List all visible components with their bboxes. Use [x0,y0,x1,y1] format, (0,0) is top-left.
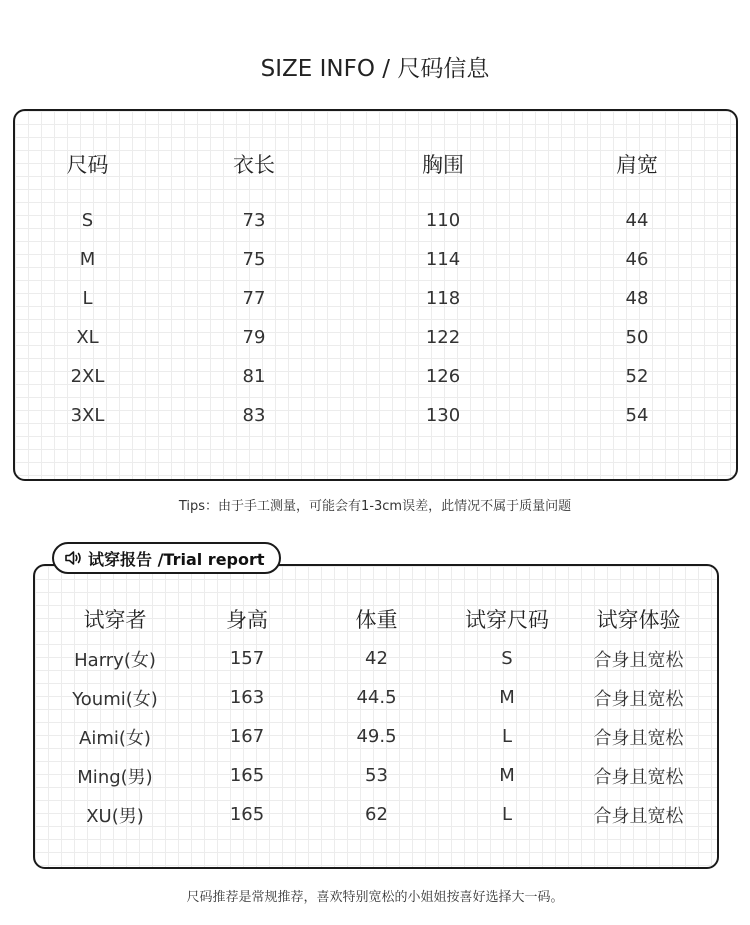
cell-shoulder: 48 [625,288,649,309]
cell-experience: 合身且宽松 [593,727,684,749]
cell-trial-size: M [499,765,515,786]
cell-weight: 44.5 [356,687,397,708]
cell-chest: 114 [425,249,461,270]
cell-tester: Aimi(女) [79,727,151,749]
page-title: SIZE INFO / 尺码信息 [260,56,490,82]
cell-shoulder: 46 [625,249,649,270]
cell-size: 2XL [70,366,105,387]
cell-trial-size: L [501,726,513,747]
trial-report-label [52,542,281,574]
cell-experience: 合身且宽松 [593,649,684,671]
cell-experience: 合身且宽松 [593,766,684,788]
trial-table-header [35,599,717,639]
cell-trial-size: S [501,648,513,669]
cell-chest: 110 [425,210,461,231]
cell-height: 163 [229,687,265,708]
header-size: 尺码 [66,153,109,177]
size-table-header [15,145,736,183]
table-row [15,396,736,435]
cell-experience: 合身且宽松 [593,688,684,710]
header-height: 身高 [226,608,268,632]
cell-length: 79 [242,327,266,348]
header-tester: 试穿者 [83,608,147,632]
table-row [15,240,736,279]
cell-shoulder: 52 [625,366,649,387]
cell-chest: 126 [425,366,461,387]
cell-trial-size: L [501,804,513,825]
cell-shoulder: 50 [625,327,649,348]
header-weight: 体重 [355,608,398,632]
cell-chest: 130 [425,405,461,426]
trial-table [35,599,717,834]
cell-height: 157 [229,648,265,669]
cell-length: 83 [242,405,266,426]
table-row [15,279,736,318]
cell-shoulder: 44 [625,210,649,231]
cell-size: XL [76,327,99,348]
cell-length: 75 [242,249,266,270]
header-trial-size: 试穿尺码 [465,608,549,632]
table-row [35,639,717,678]
cell-height: 165 [229,804,265,825]
cell-tester: Ming(男) [77,766,153,788]
cell-trial-size: M [499,687,515,708]
cell-experience: 合身且宽松 [593,805,684,827]
cell-tester: Youmi(女) [72,688,158,710]
cell-size: 3XL [70,405,105,426]
header-chest: 胸围 [422,153,464,177]
header-length: 衣长 [233,153,275,177]
header-experience: 试穿体验 [596,608,681,632]
cell-chest: 118 [425,288,461,309]
cell-tester: Harry(女) [74,649,156,671]
size-table [15,145,736,435]
cell-size: M [79,249,96,270]
size-chart-panel [13,109,738,481]
table-row [35,678,717,717]
cell-size: L [82,288,93,309]
table-row [15,357,736,396]
cell-weight: 62 [365,804,388,825]
table-row [35,717,717,756]
cell-size: S [81,210,94,231]
cell-length: 77 [242,288,266,309]
table-row [35,795,717,834]
header-shoulder: 肩宽 [616,153,658,177]
cell-weight: 53 [365,765,388,786]
cell-length: 73 [242,210,266,231]
trial-report-panel [33,564,719,869]
cell-height: 165 [229,765,265,786]
table-row [35,756,717,795]
cell-shoulder: 54 [625,405,649,426]
table-row [15,201,736,240]
trial-report-title: 试穿报告 /Trial report [88,549,265,569]
cell-chest: 122 [425,327,461,348]
cell-tester: XU(男) [86,805,144,827]
size-recommendation-tips: 尺码推荐是常规推荐，喜欢特别宽松的小姐姐按喜好选择大一码。 [186,890,564,905]
cell-weight: 49.5 [356,726,397,747]
cell-weight: 42 [365,648,388,669]
speaker-icon [64,550,84,566]
measurement-tips: Tips：由于手工测量，可能会有1-3cm误差，此情况不属于质量问题 [178,499,572,514]
cell-length: 81 [242,366,266,387]
cell-height: 167 [229,726,265,747]
table-row [15,318,736,357]
